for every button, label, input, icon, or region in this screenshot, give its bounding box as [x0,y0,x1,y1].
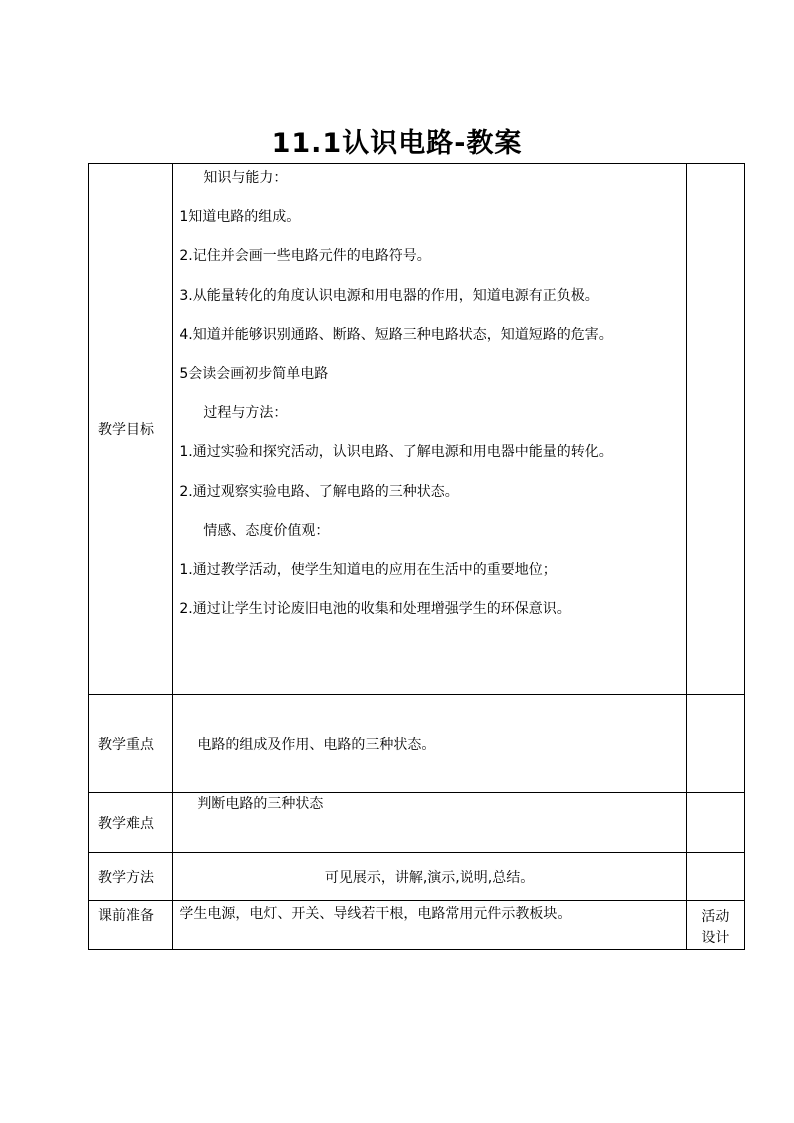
goal-item: 4.知道并能够识别通路、断路、短路三种电路状态，知道短路的危害。 [179,326,613,343]
side-cell-methods [686,853,744,901]
cell-difficulties: 判断电路的三种状态 [173,793,686,853]
document-title: 11.1认识电路-教案 [271,128,523,159]
goal-item: 2.通过观察实验电路、了解电路的三种状态。 [179,483,459,500]
goal-heading-knowledge: 知识与能力： [203,170,288,186]
activity-design-line2: 设计 [701,930,730,946]
side-cell-difficulties [686,793,744,853]
row-preparation [89,901,745,950]
label-key-points: 教学重点 [89,695,173,793]
row-key-points [89,695,745,793]
goal-item: 5会读会画初步简单电路 [179,365,329,382]
goal-item: 2.通过让学生讨论废旧电池的收集和处理增强学生的环保意识。 [179,601,571,618]
activity-design-line1: 活动 [701,909,730,925]
goal-item: 3.从能量转化的角度认识电源和用电器的作用，知道电源有正负极。 [179,287,599,304]
cell-methods: 可见展示，讲解,演示,说明,总结。 [173,853,686,901]
goal-item: 1.通过教学活动，使学生知道电的应用在生活中的重要地位； [179,561,557,578]
cell-preparation: 学生电源，电灯、开关、导线若干根，电路常用元件示教板块。 [173,901,686,950]
label-methods: 教学方法 [89,853,173,901]
goals-list [173,164,685,638]
side-cell-goals [686,164,744,695]
goal-heading-process: 过程与方法： [203,405,288,422]
row-teaching-goals [89,164,745,695]
side-cell-key-points [686,695,744,793]
lesson-plan-table [88,163,745,950]
goal-heading-attitude: 情感、态度价值观： [203,522,330,539]
goal-item: 1.通过实验和探究活动，认识电路、了解电源和用电器中能量的转化。 [179,444,613,461]
label-difficulties: 教学难点 [89,793,173,853]
label-teaching-goals: 教学目标 [89,164,173,695]
row-methods [89,853,745,901]
label-preparation: 课前准备 [89,901,173,950]
cell-key-points: 电路的组成及作用、电路的三种状态。 [173,695,686,793]
row-difficulties [89,793,745,853]
cell-teaching-goals [173,164,686,695]
goal-item: 1知道电路的组成。 [179,209,301,226]
activity-design-cell [686,901,744,950]
goal-item: 2.记住并会画一些电路元件的电路符号。 [179,248,431,265]
